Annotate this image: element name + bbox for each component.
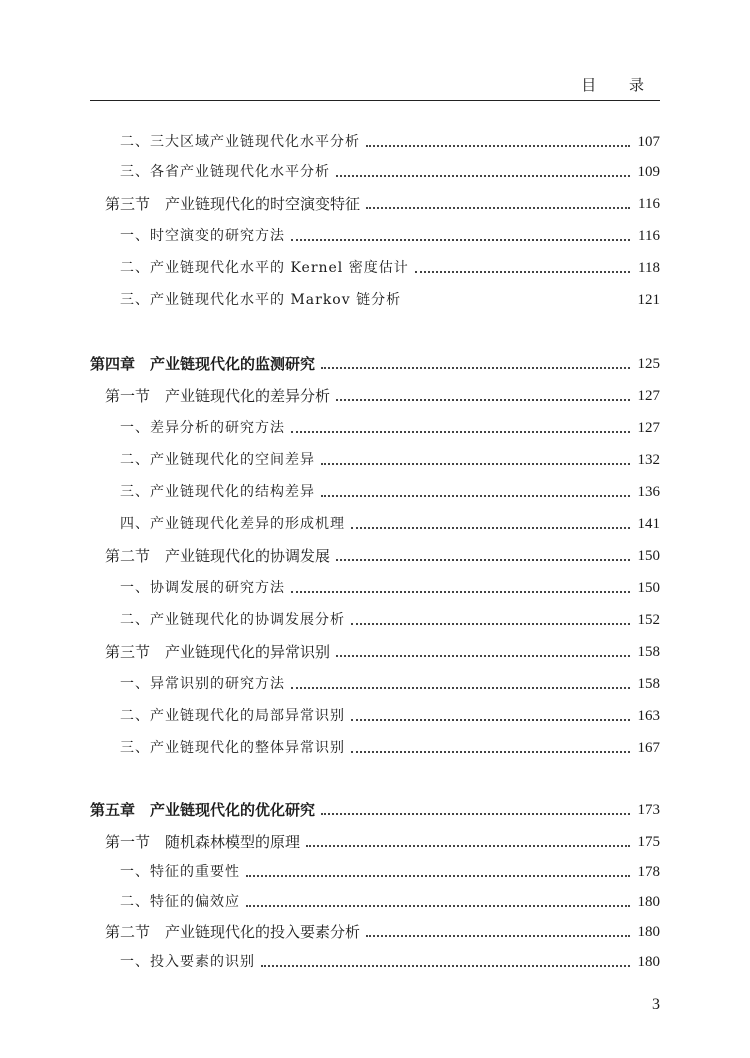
toc-entry[interactable] bbox=[120, 478, 660, 502]
toc-entry-text: 一、特征的重要性 bbox=[120, 864, 240, 880]
toc-entry-text: 二、产业链现代化水平的 Kernel 密度估计 bbox=[120, 260, 409, 276]
toc-entry-text: 一、投入要素的识别 bbox=[120, 954, 255, 970]
toc-page-number: 180 bbox=[637, 924, 660, 940]
toc-entry[interactable] bbox=[120, 670, 660, 694]
toc-page-number: 178 bbox=[637, 864, 660, 880]
toc-entry[interactable] bbox=[120, 414, 660, 438]
toc-entry-text: 三、各省产业链现代化水平分析 bbox=[120, 164, 330, 180]
toc-page-number: 127 bbox=[637, 388, 660, 404]
toc-entry[interactable] bbox=[120, 574, 660, 598]
toc-page-number: 150 bbox=[637, 580, 660, 596]
toc-entry[interactable] bbox=[120, 702, 660, 726]
toc-entry-text: 二、产业链现代化的协调发展分析 bbox=[120, 612, 345, 628]
toc-entry[interactable] bbox=[120, 446, 660, 470]
dot-leader bbox=[336, 175, 630, 177]
toc-entry-text: 一、异常识别的研究方法 bbox=[120, 676, 285, 692]
dot-leader bbox=[291, 239, 630, 241]
toc-entry[interactable] bbox=[120, 128, 660, 152]
dot-leader bbox=[261, 965, 630, 967]
toc-entry-text: 第一节 随机森林模型的原理 bbox=[105, 833, 301, 851]
toc-page-number: 141 bbox=[637, 516, 660, 532]
dot-leader bbox=[246, 875, 630, 877]
page-number: 3 bbox=[652, 996, 660, 1013]
toc-entry[interactable] bbox=[90, 350, 660, 374]
toc-page-number: 152 bbox=[637, 612, 660, 628]
dot-leader bbox=[321, 463, 630, 465]
toc-entry-text: 二、产业链现代化的局部异常识别 bbox=[120, 708, 345, 724]
toc-page-number: 167 bbox=[637, 740, 660, 756]
toc-entry-text: 四、产业链现代化差异的形成机理 bbox=[120, 516, 345, 532]
dot-leader bbox=[366, 935, 630, 937]
dot-leader bbox=[291, 431, 630, 433]
dot-leader bbox=[321, 367, 630, 369]
toc-entry-text: 一、时空演变的研究方法 bbox=[120, 228, 285, 244]
dot-leader bbox=[366, 207, 630, 209]
dot-leader bbox=[291, 687, 630, 689]
toc-entry[interactable] bbox=[120, 606, 660, 630]
toc-entry[interactable] bbox=[120, 158, 660, 182]
toc-page-number: 136 bbox=[637, 484, 660, 500]
toc-entry-text: 二、产业链现代化的空间差异 bbox=[120, 452, 315, 468]
toc-entry[interactable] bbox=[105, 190, 660, 214]
toc-page-number: 163 bbox=[637, 708, 660, 724]
toc-entry[interactable] bbox=[120, 888, 660, 912]
toc-entry-text: 第二节 产业链现代化的投入要素分析 bbox=[105, 923, 361, 941]
toc-page-number: 180 bbox=[637, 894, 660, 910]
toc-entry-text: 第三节 产业链现代化的异常识别 bbox=[105, 643, 331, 661]
toc-page-number: 175 bbox=[637, 834, 660, 850]
toc-entry-text: 第五章 产业链现代化的优化研究 bbox=[90, 801, 316, 819]
toc-entry-text: 第三节 产业链现代化的时空演变特征 bbox=[105, 195, 361, 213]
toc-entry[interactable] bbox=[105, 638, 660, 662]
toc-entry[interactable] bbox=[120, 948, 660, 972]
toc-entry-text: 三、产业链现代化的结构差异 bbox=[120, 484, 315, 500]
toc-entry-text: 第一节 产业链现代化的差异分析 bbox=[105, 387, 331, 405]
toc-entry[interactable] bbox=[105, 828, 660, 852]
toc-page-number: 109 bbox=[637, 164, 660, 180]
dot-leader bbox=[306, 845, 630, 847]
dot-leader bbox=[351, 719, 630, 721]
toc-entry[interactable] bbox=[120, 734, 660, 758]
dot-leader bbox=[336, 399, 630, 401]
dot-leader bbox=[321, 813, 630, 815]
toc-entry[interactable] bbox=[90, 796, 660, 820]
toc-entry[interactable] bbox=[120, 858, 660, 882]
toc-page-number: 121 bbox=[637, 292, 660, 308]
dot-leader bbox=[336, 655, 630, 657]
toc-page-number: 118 bbox=[638, 260, 660, 276]
toc-entry-text: 一、协调发展的研究方法 bbox=[120, 580, 285, 596]
dot-leader bbox=[407, 303, 630, 305]
dot-leader bbox=[366, 145, 630, 147]
toc-page-number: 180 bbox=[637, 954, 660, 970]
toc-entry[interactable] bbox=[105, 542, 660, 566]
dot-leader bbox=[336, 559, 630, 561]
toc-page-number: 116 bbox=[638, 196, 660, 212]
toc-page-number: 158 bbox=[637, 644, 660, 660]
toc-entry[interactable] bbox=[120, 254, 660, 278]
toc-entry-text: 一、差异分析的研究方法 bbox=[120, 420, 285, 436]
dot-leader bbox=[351, 527, 630, 529]
toc-entry-text: 三、产业链现代化的整体异常识别 bbox=[120, 740, 345, 756]
toc-entry[interactable] bbox=[120, 510, 660, 534]
toc-entry-text: 第四章 产业链现代化的监测研究 bbox=[90, 355, 316, 373]
toc-entry-text: 二、特征的偏效应 bbox=[120, 894, 240, 910]
dot-leader bbox=[291, 591, 630, 593]
toc-page-number: 116 bbox=[638, 228, 660, 244]
dot-leader bbox=[351, 751, 630, 753]
dot-leader bbox=[246, 905, 630, 907]
toc-page-number: 127 bbox=[637, 420, 660, 436]
toc-entry-text: 第二节 产业链现代化的协调发展 bbox=[105, 547, 331, 565]
toc-entry[interactable] bbox=[120, 286, 660, 310]
dot-leader bbox=[415, 271, 630, 273]
toc-page-number: 107 bbox=[637, 134, 660, 150]
header-title: 目 录 bbox=[581, 76, 658, 94]
toc-entry[interactable] bbox=[105, 918, 660, 942]
toc-entry[interactable] bbox=[120, 222, 660, 246]
toc-page-number: 125 bbox=[637, 356, 660, 372]
toc-entry-text: 二、三大区域产业链现代化水平分析 bbox=[120, 134, 360, 150]
toc-page-number: 173 bbox=[637, 802, 660, 818]
toc-entry[interactable] bbox=[105, 382, 660, 406]
toc-page-number: 150 bbox=[637, 548, 660, 564]
toc-page-number: 158 bbox=[637, 676, 660, 692]
toc-entry-text: 三、产业链现代化水平的 Markov 链分析 bbox=[120, 292, 402, 308]
dot-leader bbox=[351, 623, 630, 625]
toc-page-number: 132 bbox=[637, 452, 660, 468]
dot-leader bbox=[321, 495, 630, 497]
